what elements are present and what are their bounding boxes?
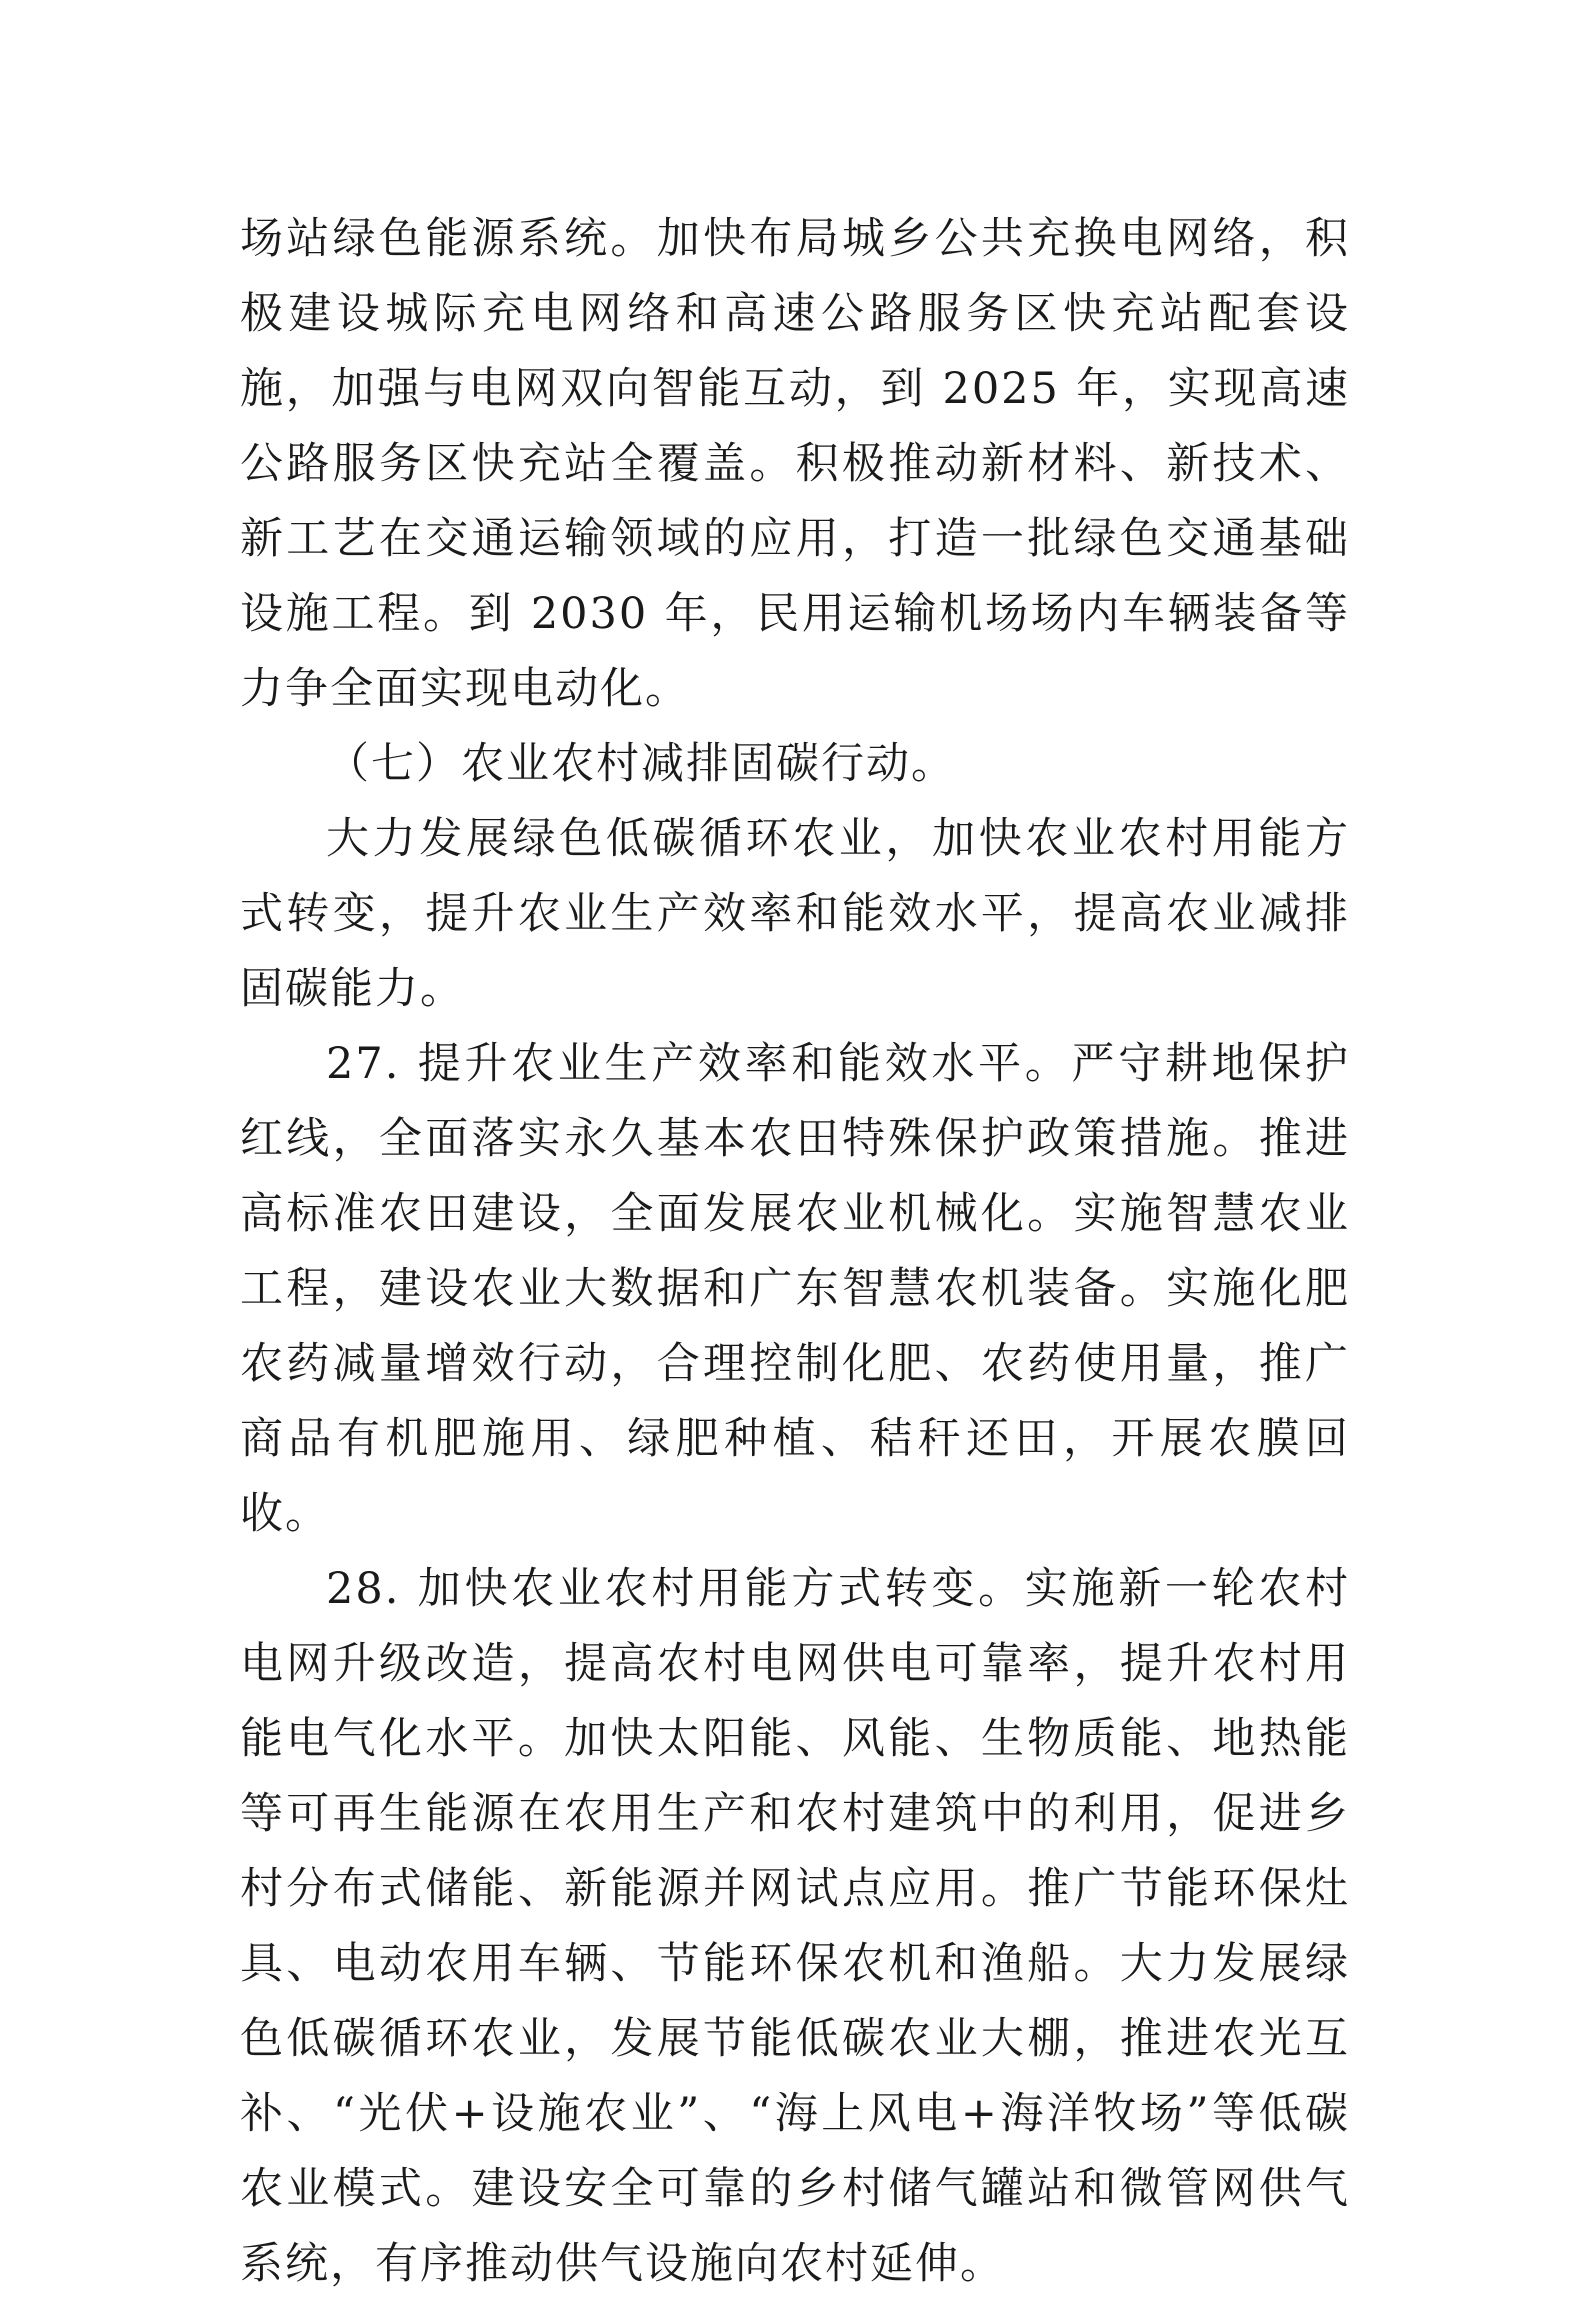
paragraph-section-intro: 大力发展绿色低碳循环农业，加快农业农村用能方式转变，提升农业生产效率和能效水平，提高农业减排固碳能力。 — [240, 814, 1350, 1014]
paragraph-item-27: 27. 提升农业生产效率和能效水平。严守耕地保护红线，全面落实永久基本农田特殊保护政策措施。推进高标准农田建设，全面发展农业机械化。实施智慧农业工程，建设农业大数据和广东智慧农机装备。实施化肥农药减量增效行动，合理控制化肥、农药使用量，推广商品有机肥施用、绿肥种植、秸秆还田，开展农膜回收。 — [240, 1039, 1350, 1539]
document-body — [240, 202, 1350, 2302]
paragraph-continued: 场站绿色能源系统。加快布局城乡公共充换电网络，积极建设城际充电网络和高速公路服务区快充站配套设施，加强与电网双向智能互动，到 2025 年，实现高速公路服务区快充站全覆盖。积极推动新材料、新技术、新工艺在交通运输领域的应用，打造一批绿色交通基础设施工程。到 2030 年，民用运输机场场内车辆装备等力争全面实现电动化。 — [240, 214, 1350, 714]
paragraph-item-28: 28. 加快农业农村用能方式转变。实施新一轮农村电网升级改造，提高农村电网供电可靠率，提升农村用能电气化水平。加快太阳能、风能、生物质能、地热能等可再生能源在农用生产和农村建筑中的利用，促进乡村分布式储能、新能源并网试点应用。推广节能环保灶具、电动农用车辆、节能环保农机和渔船。大力发展绿色低碳循环农业，发展节能低碳农业大棚，推进农光互补、“光伏+设施农业”、“海上风电+海洋牧场”等低碳农业模式。建设安全可靠的乡村储气罐站和微管网供气系统，有序推动供气设施向农村延伸。 — [240, 1564, 1350, 2289]
section-heading: （七）农业农村减排固碳行动。 — [326, 739, 956, 789]
